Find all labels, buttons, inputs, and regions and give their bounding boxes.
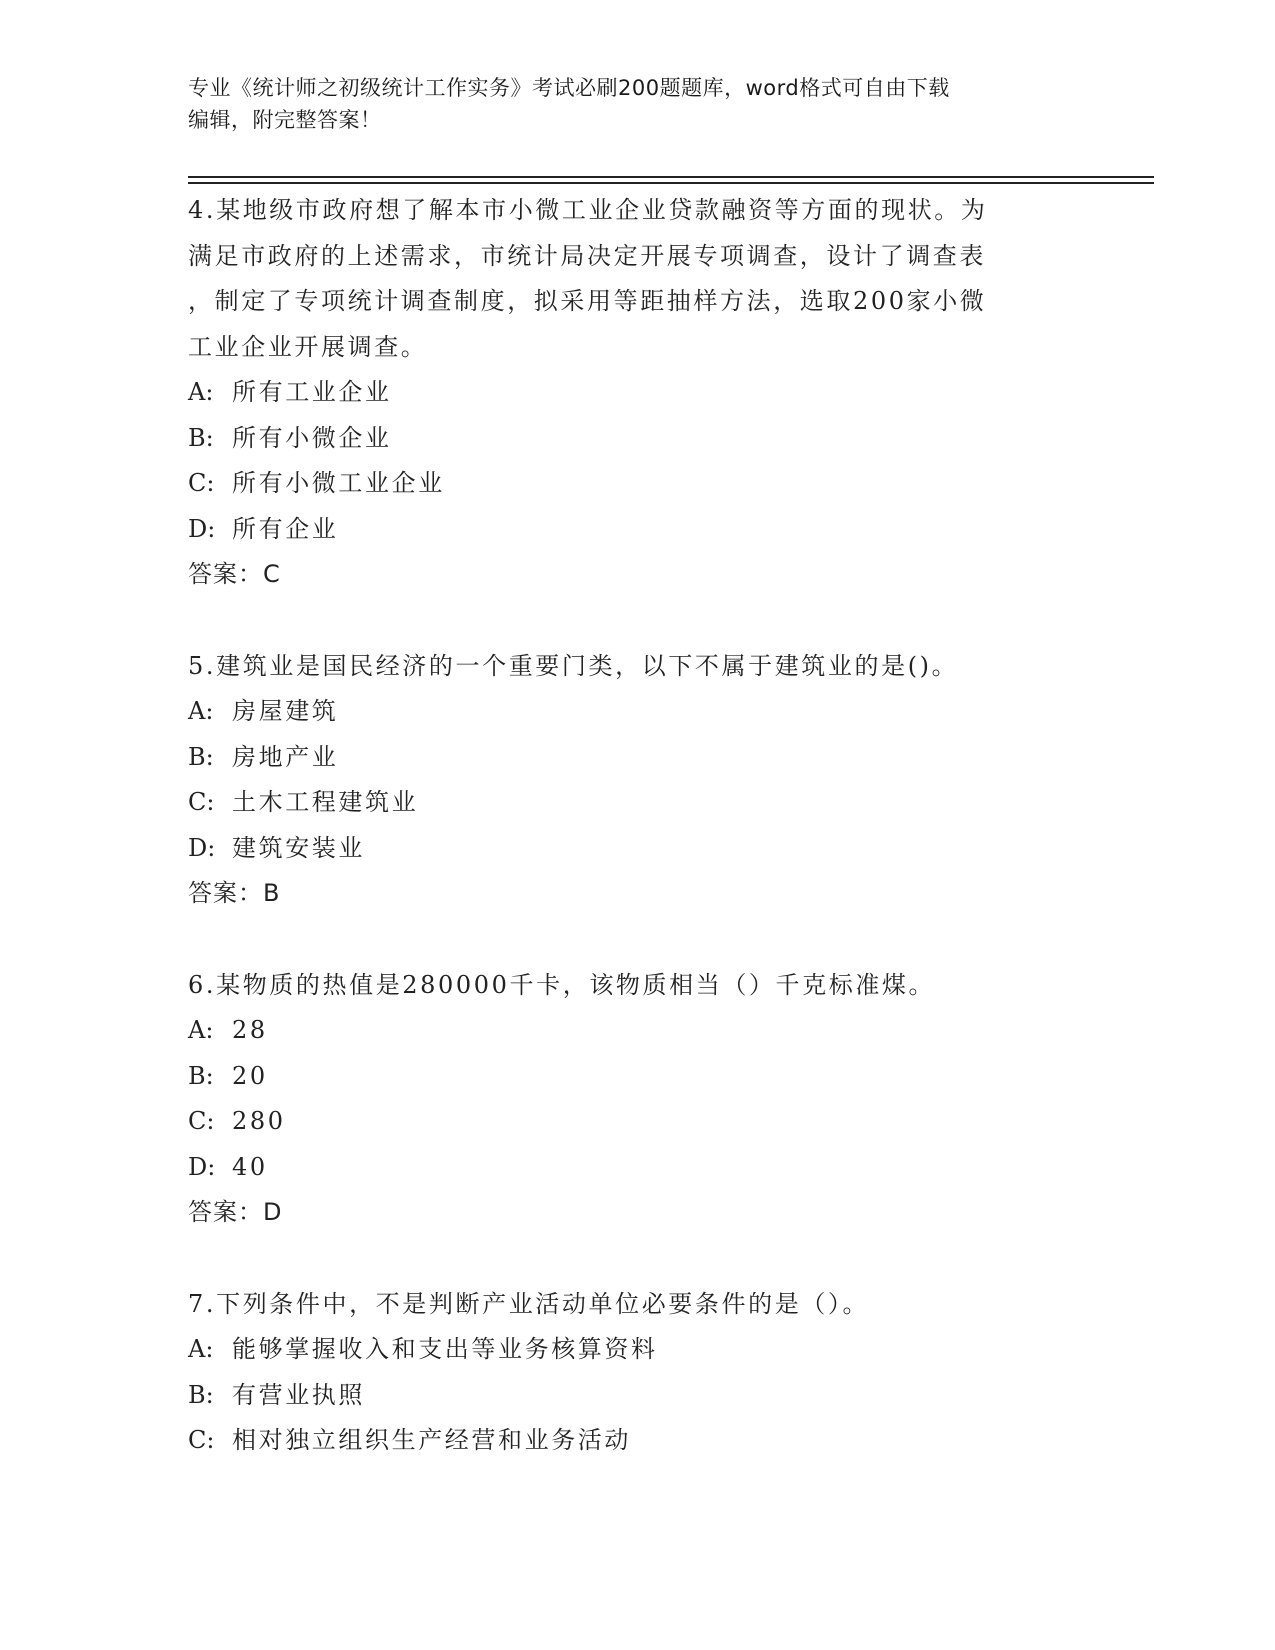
header-line-1: 专业《统计师之初级统计工作实务》考试必刷200题题库，word格式可自由下载 (188, 76, 950, 100)
option-key: A: (188, 697, 214, 725)
option-text: 所有小微工业企业 (232, 469, 445, 497)
question-stem-line: 5.建筑业是国民经济的一个重要门类，以下不属于建筑业的是()。 (188, 651, 959, 680)
option-key: D: (188, 514, 216, 543)
option-row (188, 826, 1068, 872)
option-key: C: (188, 1107, 215, 1135)
question-stem-line: 7.下列条件中，不是判断产业活动单位必要条件的是（）。 (188, 1289, 870, 1318)
option-row (188, 780, 1068, 826)
option-text: 所有工业企业 (232, 378, 392, 406)
option-key: B: (188, 1380, 214, 1409)
option-key: B: (188, 742, 214, 771)
option-row (188, 1145, 1068, 1191)
option-key: B: (188, 423, 214, 452)
option-text: 相对独立组织生产经营和业务活动 (232, 1426, 631, 1454)
option-text: 280 (232, 1107, 286, 1135)
option-key: B: (188, 1061, 214, 1090)
header-divider-bottom (188, 182, 1154, 184)
option-row (188, 1373, 1068, 1419)
option-text: 所有小微企业 (232, 423, 392, 452)
question-spacer (188, 598, 1068, 644)
answer-line: 答案：D (188, 1198, 283, 1226)
option-row (188, 1327, 1068, 1373)
question-stem-line: 6.某物质的热值是280000千卡，该物质相当（）千克标准煤。 (188, 970, 936, 999)
question-block (188, 1282, 1068, 1464)
option-text: 能够掌握收入和支出等业务核算资料 (232, 1335, 658, 1363)
option-text: 所有企业 (232, 514, 339, 543)
question-stem-line: 4.某地级市政府想了解本市小微工业企业贷款融资等方面的现状。为 (188, 196, 988, 224)
question-block (188, 644, 1068, 917)
option-row (188, 461, 1068, 507)
question-block (188, 963, 1068, 1236)
question-spacer (188, 1236, 1068, 1282)
option-row (188, 370, 1068, 416)
option-key: C: (188, 788, 215, 816)
option-row (188, 1008, 1068, 1054)
option-key: A: (188, 1335, 214, 1363)
option-row (188, 507, 1068, 553)
question-stem-line: 工业企业开展调查。 (188, 332, 428, 361)
option-key: C: (188, 469, 215, 497)
document-header (188, 72, 1068, 136)
option-text: 28 (232, 1016, 268, 1044)
option-key: C: (188, 1426, 215, 1454)
header-line-2: 编辑，附完整答案！ (188, 108, 382, 132)
option-key: A: (188, 378, 214, 406)
option-key: D: (188, 833, 216, 862)
option-row (188, 1418, 1068, 1464)
option-row (188, 689, 1068, 735)
option-row (188, 1099, 1068, 1145)
option-text: 40 (232, 1152, 268, 1181)
option-text: 有营业执照 (232, 1380, 365, 1409)
option-text: 土木工程建筑业 (232, 788, 419, 816)
header-divider-top (188, 176, 1154, 178)
question-stem-line: ，制定了专项统计调查制度，拟采用等距抽样方法，选取200家小微 (188, 287, 987, 315)
answer-line: 答案：C (188, 560, 281, 588)
question-list (188, 188, 1068, 1464)
option-key: A: (188, 1016, 214, 1044)
question-spacer (188, 917, 1068, 963)
option-text: 20 (232, 1061, 268, 1090)
option-row (188, 416, 1068, 462)
question-stem-line: 满足市政府的上述需求，市统计局决定开展专项调查，设计了调查表 (188, 241, 986, 270)
answer-line: 答案：B (188, 879, 281, 907)
option-text: 建筑安装业 (232, 833, 365, 862)
option-key: D: (188, 1152, 216, 1181)
option-row (188, 735, 1068, 781)
option-text: 房屋建筑 (232, 697, 339, 725)
option-row (188, 1054, 1068, 1100)
question-block (188, 188, 1068, 598)
option-text: 房地产业 (232, 742, 339, 771)
